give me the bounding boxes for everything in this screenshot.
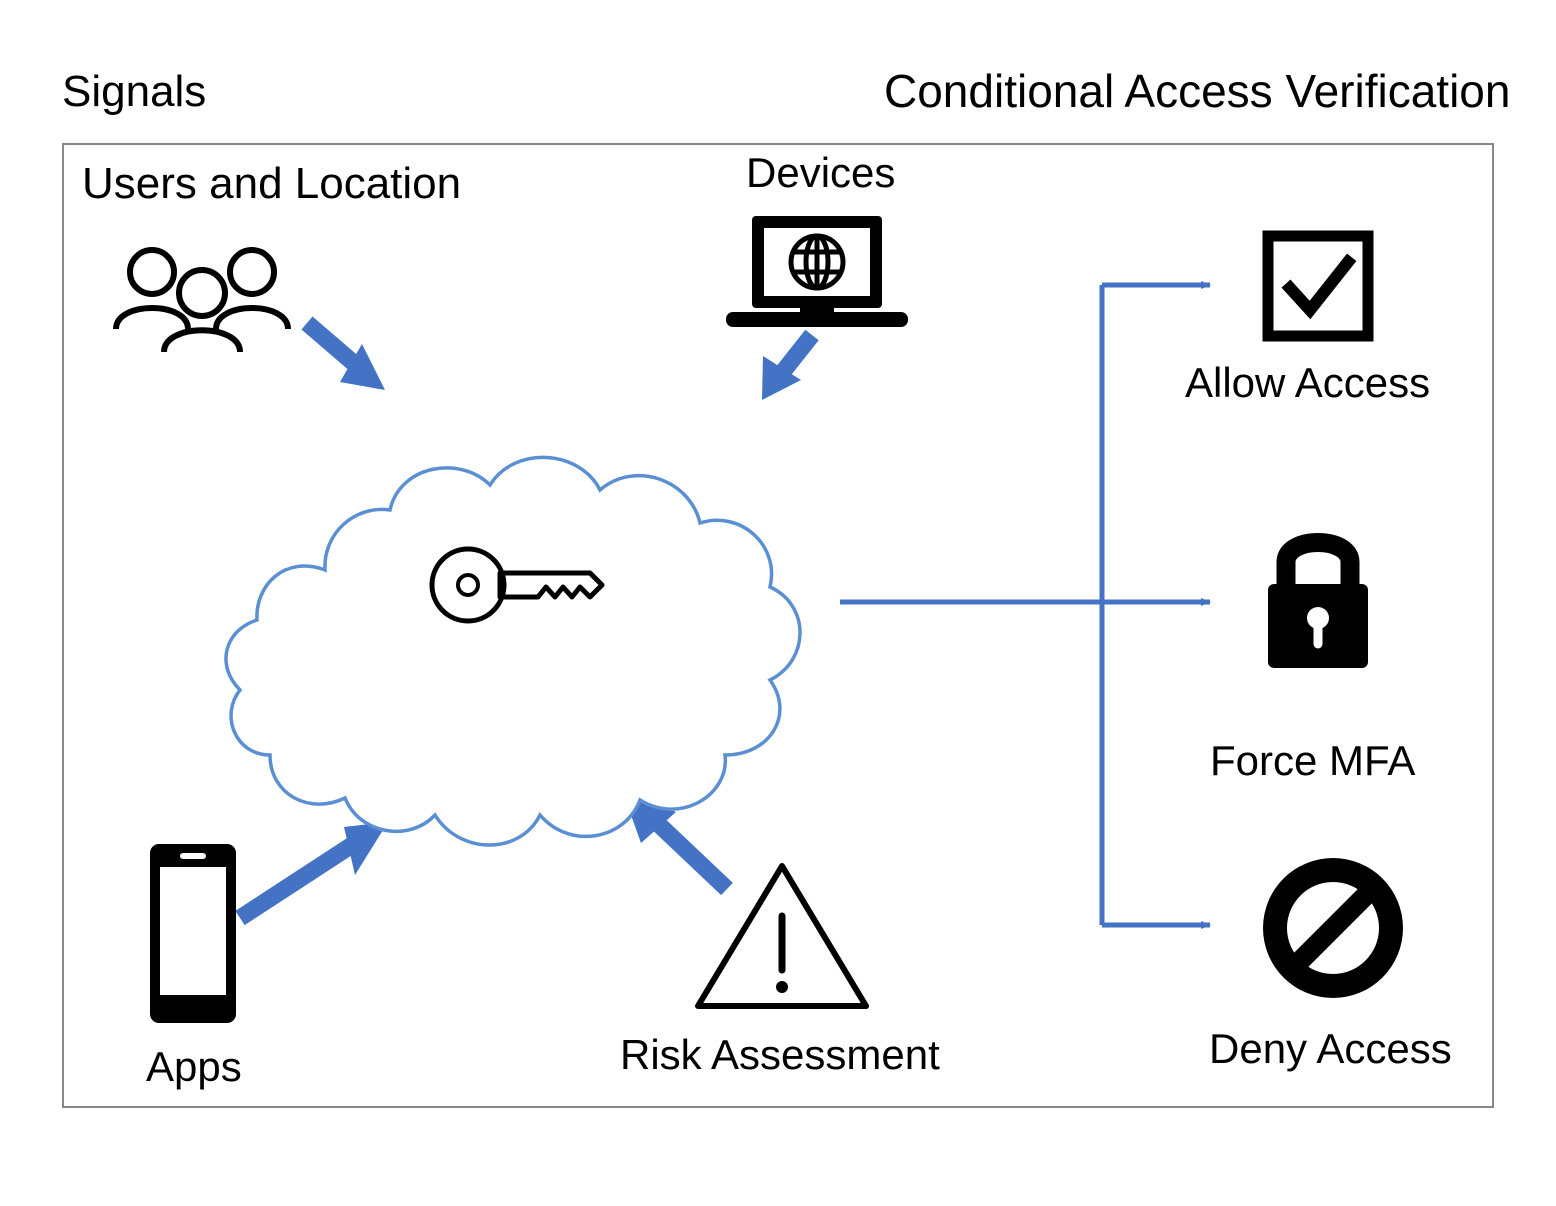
signal-label-apps: Apps [146,1043,242,1090]
page-title-conditional-access-verification: Conditional Access Verification [884,65,1511,117]
outcome-label-deny-access: Deny Access [1209,1025,1452,1072]
signal-label-risk-assessment: Risk Assessment [620,1031,940,1078]
padlock-icon[interactable] [1262,518,1374,673]
signal-label-devices: Devices [746,149,896,196]
cloud-shape [226,457,800,845]
prohibition-sign-icon[interactable] [1257,852,1409,1004]
outcome-label-force-mfa: Force MFA [1210,737,1416,784]
outcome-label-allow-access: Allow Access [1185,359,1431,406]
warning-triangle-icon[interactable] [692,858,872,1013]
signal-label-users-and-location: Users and Location [82,159,462,208]
conditional-access-cloud[interactable] [195,355,855,875]
page-title-signals: Signals [62,67,207,116]
people-icon[interactable] [110,245,295,360]
smartphone-icon[interactable] [147,841,239,1026]
key-icon [430,540,610,630]
checkbox-check-icon[interactable] [1264,232,1372,340]
laptop-globe-icon[interactable] [722,212,912,332]
